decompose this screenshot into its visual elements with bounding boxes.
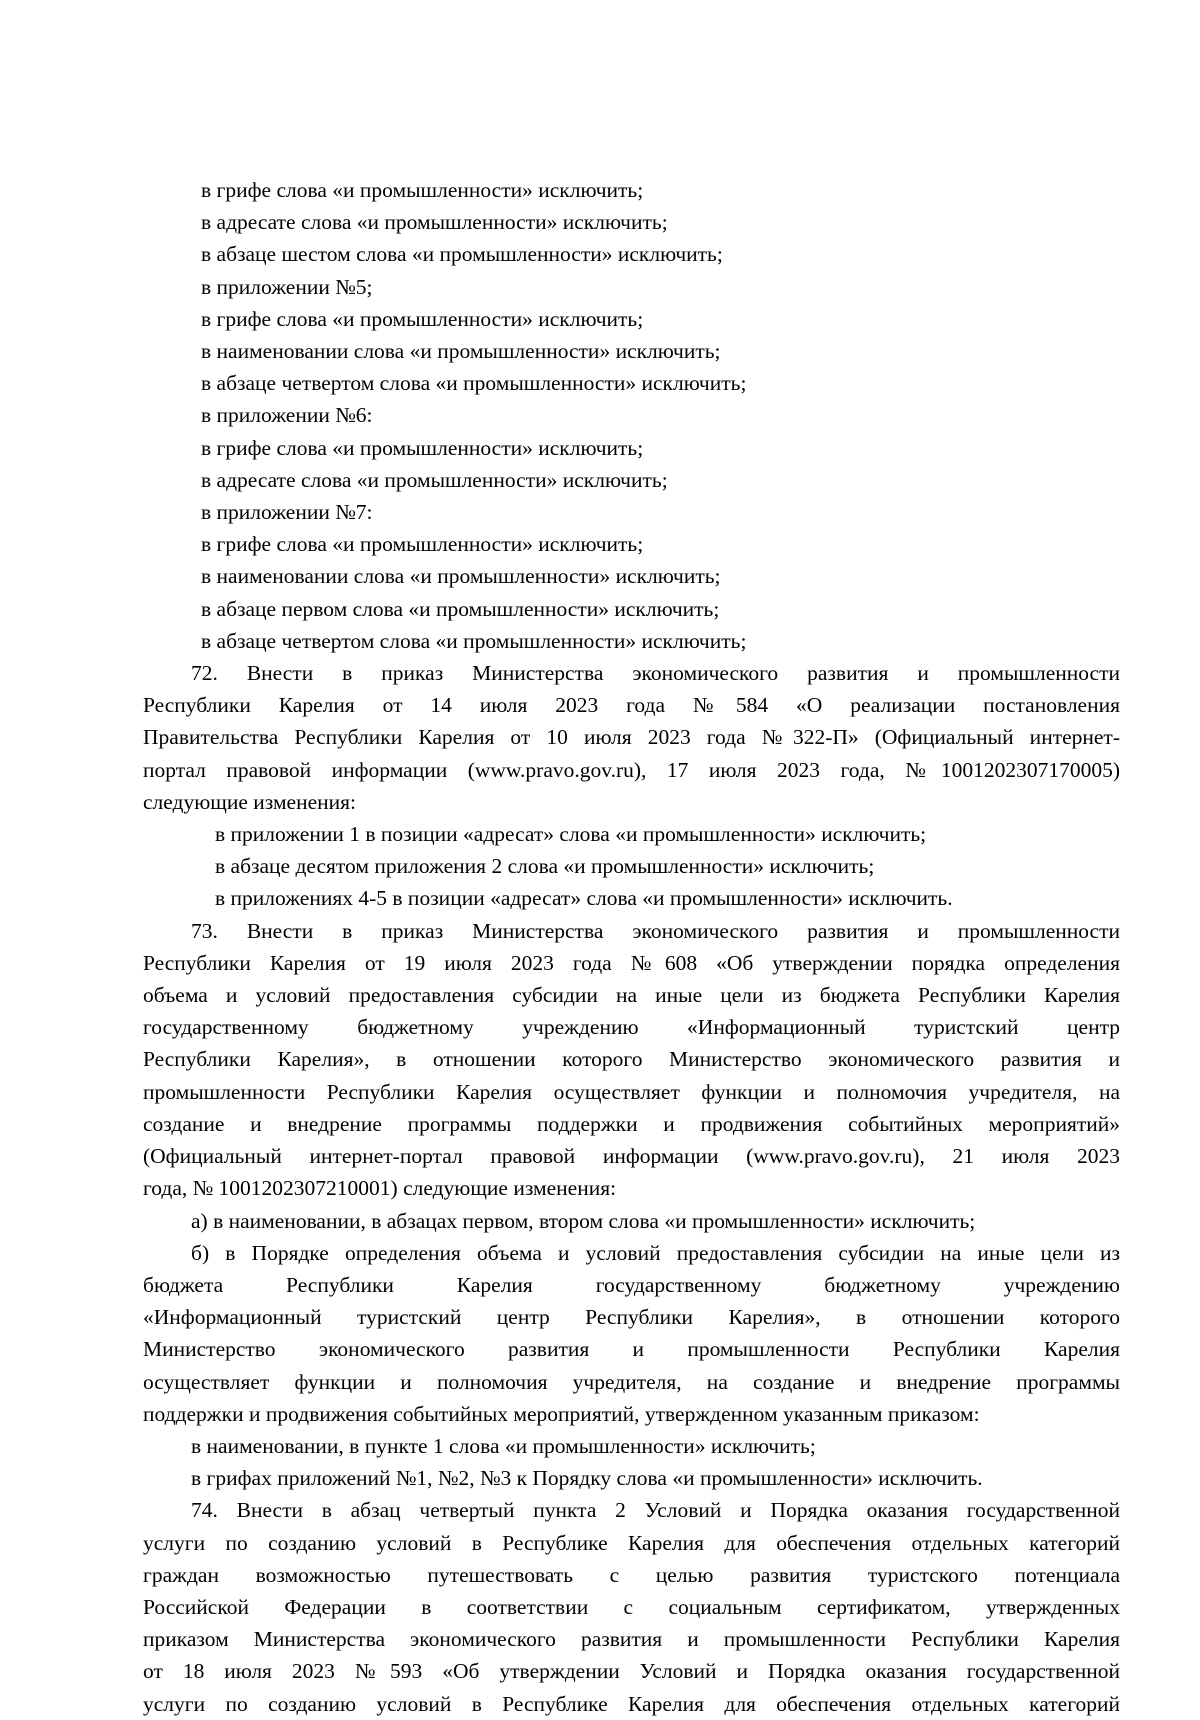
text-line: Республики Карелия», в отношении которого Министерство экономического развития и [143, 1047, 1120, 1072]
text-line: в абзаце четвертом слова «и промышленности» исключить; [201, 628, 747, 653]
text-line: создание и внедрение программы поддержки и продвижения событийных мероприятий» [143, 1111, 1120, 1136]
text-line: года, № 1001202307210001) следующие изменения: [143, 1176, 617, 1201]
text-line: осуществляет функции и полномочия учредителя, на создание и внедрение программы [143, 1369, 1120, 1394]
paragraph-73b [143, 1237, 1120, 1430]
text-line: в абзаце десятом приложения 2 слова «и промышленности» исключить; [215, 854, 875, 879]
text-line: государственному бюджетному учреждению «Информационный туристский центр [143, 1015, 1120, 1040]
text-line: б) в Порядке определения объема и условий предоставления субсидии на иные цели из [191, 1240, 1120, 1265]
text-line: услуги по созданию условий в Республике Карелия для обеспечения отдельных категорий [143, 1691, 1120, 1716]
text-line: в абзаце первом слова «и промышленности» исключить; [201, 596, 720, 621]
text-line: в приложении №7: [201, 500, 373, 525]
text-line: а) в наименовании, в абзацах первом, втором слова «и промышленности» исключить; [191, 1208, 976, 1233]
text-line: в грифе слова «и промышленности» исключить; [201, 435, 644, 460]
text-line: приказом Министерства экономического развития и промышленности Республики Карелия [143, 1627, 1120, 1652]
text-line: в грифах приложений №1, №2, №3 к Порядку слова «и промышленности» исключить. [191, 1466, 983, 1491]
text-line: Республики Карелия от 14 июля 2023 года №584 «О реализации постановления [143, 693, 1120, 718]
text-line: в грифе слова «и промышленности» исключить; [201, 178, 644, 202]
text-line: в приложении №5; [201, 274, 373, 299]
text-line: в грифе слова «и промышленности» исключить; [201, 306, 644, 331]
text-line: в абзаце шестом слова «и промышленности» исключить; [201, 242, 723, 267]
text-line: следующие изменения: [143, 789, 357, 814]
text-line: (Официальный интернет-портал правовой информации (www.pravo.gov.ru), 21 июля 2023 [143, 1144, 1120, 1169]
text-line: «Информационный туристский центр Республики Карелия», в отношении которого [143, 1305, 1120, 1330]
document-body [143, 174, 1120, 1720]
text-line: в наименовании, в пункте 1 слова «и промышленности» исключить; [191, 1433, 816, 1458]
paragraph-73 [143, 915, 1120, 1205]
text-line: Правительства Республики Карелия от 10 июля 2023 года №322-П» (Официальный интернет- [143, 725, 1120, 750]
text-line: объема и условий предоставления субсидии на иные цели из бюджета Республики Карелия [143, 983, 1120, 1008]
text-line: в адресате слова «и промышленности» исключить; [201, 210, 668, 235]
text-line: 72. Внести в приказ Министерства экономического развития и промышленности [191, 661, 1120, 686]
text-line: в приложении №6: [201, 403, 373, 428]
text-line: Министерство экономического развития и промышленности Республики Карелия [143, 1337, 1120, 1362]
text-line: Республики Карелия от 19 июля 2023 года №608 «Об утверждении порядка определения [143, 950, 1120, 975]
text-line: услуги по созданию условий в Республике Карелия для обеспечения отдельных категорий [143, 1530, 1120, 1555]
text-line: от 18 июля 2023 №593 «Об утверждении Условий и Порядка оказания государственной [143, 1659, 1120, 1684]
text-line: в приложении 1 в позиции «адресат» слова «и промышленности» исключить; [215, 822, 927, 847]
text-line: в грифе слова «и промышленности» исключить; [201, 532, 644, 557]
text-line: в наименовании слова «и промышленности» исключить; [201, 339, 721, 364]
text-line: поддержки и продвижения событийных мероприятий, утвержденном указанным приказом: [143, 1401, 980, 1426]
text-line: 73. Внести в приказ Министерства экономического развития и промышленности [191, 918, 1120, 943]
paragraph-72 [143, 657, 1120, 818]
text-line: промышленности Республики Карелия осуществляет функции и полномочия учредителя, на [143, 1079, 1120, 1104]
text-line: 74. Внести в абзац четвертый пункта 2 Условий и Порядка оказания государственной [191, 1498, 1120, 1523]
text-line: бюджета Республики Карелия государственному бюджетному учреждению [143, 1272, 1120, 1297]
text-line: Российской Федерации в соответствии с социальным сертификатом, утвержденных [143, 1594, 1120, 1619]
text-line: граждан возможностью путешествовать с целью развития туристского потенциала [143, 1562, 1120, 1587]
text-line: в наименовании слова «и промышленности» исключить; [201, 564, 721, 589]
paragraph-74 [143, 1494, 1120, 1719]
text-line: в абзаце четвертом слова «и промышленности» исключить; [201, 371, 747, 396]
text-line: в приложениях 4-5 в позиции «адресат» слова «и промышленности» исключить. [215, 886, 953, 911]
text-line: портал правовой информации (www.pravo.gov.ru), 17 июля 2023 года, №1001202307170005) [143, 757, 1120, 782]
text-line: в адресате слова «и промышленности» исключить; [201, 467, 668, 492]
